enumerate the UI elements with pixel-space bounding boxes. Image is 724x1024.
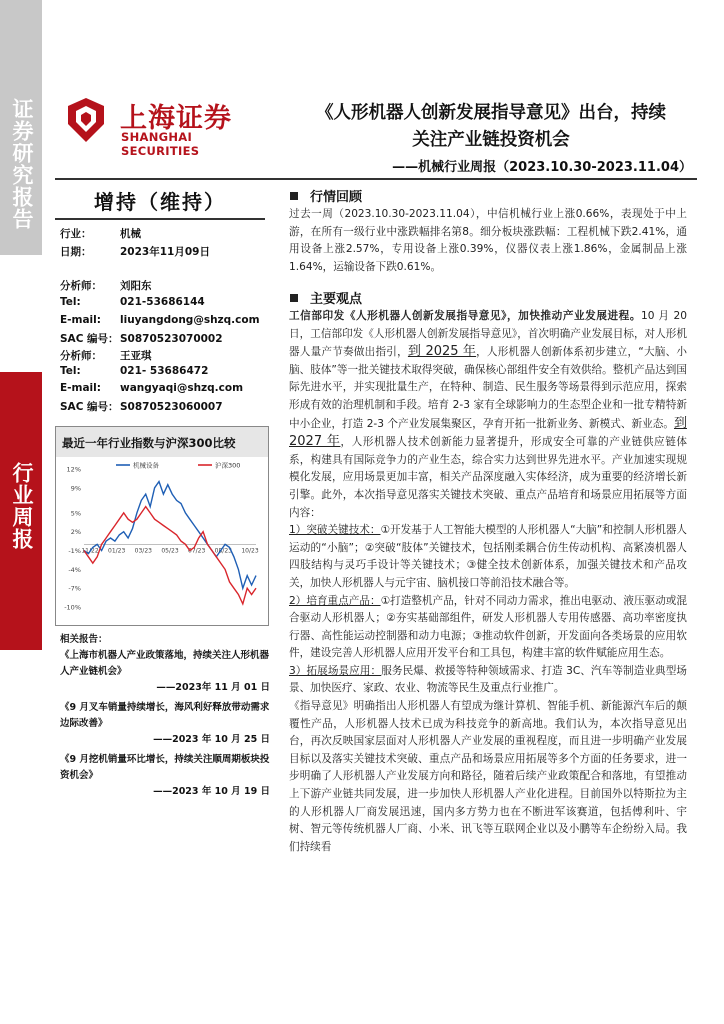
views-list-item-2: 2）培育重点产品：①打造整机产品，针对不同动力需求，推出电驱动、液压驱动或混合驱动人形机器人；②夯实基础部组件，研发人形机器人专用传感器、高功率密度执行器、高性能运动控制器和动力电源；③推动软件创新，开发面向各类场景的应用软件，建设完善人形机器人应用开发平台和工具包，构建丰富的软件赋能应用生态。: [289, 594, 687, 660]
series-line-csi300: [84, 507, 259, 604]
rating-divider: [55, 218, 265, 220]
sidebar: [0, 0, 42, 1024]
logo-mark-icon: [60, 94, 112, 146]
views-list-item-1: 1）突破关键技术：①开发基于人工智能大模型的人形机器人“大脑”和控制人形机器人运动的“小脑”；②突破“肢体”关键技术，包括刚柔耦合仿生传动机构、高紧凑机器人四肢结构与灵巧手设计等关键技术；③健全技术创新体系，加强关键技术和产品攻关，加快人形机器人与元宇宙、脑机接口等前沿技术融合等。: [289, 524, 688, 589]
x-tick-label: 01/23: [108, 547, 126, 555]
related-reports: [60, 632, 270, 804]
x-tick-label: 07/23: [188, 547, 206, 555]
info-row: SAC 编号：S0870523060007: [60, 401, 223, 413]
company-logo: [60, 94, 250, 160]
title-line-1: 《人形机器人创新发展指导意见》出台，持续: [316, 103, 666, 123]
section-views-heading: 主要观点: [290, 288, 362, 307]
x-tick-label: 05/23: [161, 547, 179, 555]
y-tick-label: 2%: [70, 528, 81, 537]
report-item: 《9 月挖机销量环比增长，持续关注顺周期板块投资机会》: [60, 754, 270, 781]
legend-label: 机械设备: [133, 461, 159, 470]
info-row: 日期： 2023年11月09日: [60, 246, 210, 258]
square-bullet-icon: [290, 192, 298, 200]
views-paragraph-2: 《指导意见》明确指出人形机器人有望成为继计算机、智能手机、新能源汽车后的颠覆性产品，人形机器人技术已成为科技竞争的新高地。我们认为，本次指导意见出台，再次反映国家层面对人形机器人产业发展的重视程度，而且进一步明确产业发展目标以及落实关键技术突破、重点产品和场景应用拓展等多个方面的任务要求，进一步明确了人形机器人产业发展方向和路径，随着后续产业政策配合和落地，有望推动上下游产业链共同发展，进一步加快人形机器人产业化进程。目前国外以特斯拉为主的人形机器人厂商发展迅速，国内多方势力也在不断进军该赛道，包括傅利叶、宇树、智元等传统机器人厂商、小米、讯飞等互联网企业以及小鹏等车企纷纷入局。我们持续看: [289, 700, 687, 853]
y-tick-label: -1%: [68, 547, 81, 556]
legend-label: 沪深300: [215, 461, 241, 470]
y-tick-label: 9%: [70, 484, 81, 493]
x-tick-label: 11/22: [81, 547, 99, 555]
report-item: 《9 月叉车销量持续增长，海风利好释放带动需求边际改善》: [60, 702, 270, 729]
x-tick-label: 08/23: [214, 547, 232, 555]
report-item: 《上海市机器人产业政策落地，持续关注人形机器人产业链机会》: [60, 650, 270, 677]
review-paragraph: 过去一周（2023.10.30-2023.11.04），中信机械行业上涨0.66%，表现处于中上游，在所有一级行业中涨跌幅排名第8。细分板块涨跌幅：工程机械下跌2.41%，通用设备上涨2.57%，专用设备上涨0.39%，仪器仪表上涨1.86%，金属制品上涨1.64%，运输设备下跌0.61%。: [289, 208, 687, 273]
index-comparison-chart: [55, 426, 269, 626]
views-body: [289, 308, 687, 856]
series-line-machinery: [84, 482, 259, 589]
x-tick-label: 03/23: [134, 547, 152, 555]
rating: 增持（维持）: [94, 190, 226, 214]
title-line-2: 关注产业链投资机会: [412, 130, 570, 150]
y-tick-label: -4%: [68, 565, 81, 574]
y-tick-label: 12%: [66, 465, 81, 474]
logo-cn-text: 上海证券: [120, 103, 232, 134]
y-tick-label: -7%: [68, 584, 81, 593]
report-date: ——2023 年 10 月 19 日: [153, 786, 270, 797]
info-row: SAC 编号：S0870523070002: [60, 333, 223, 345]
info-row: Tel: 021- 53686472: [60, 365, 209, 377]
info-row: E-mail: liuyangdong@shzq.com: [60, 314, 260, 326]
chart-plot: [56, 457, 268, 625]
report-date: ——2023年 11 月 01 日: [156, 682, 270, 693]
report-date: ——2023 年 10 月 25 日: [153, 734, 270, 745]
y-tick-label: -10%: [64, 603, 81, 612]
reports-title: 相关报告：: [60, 634, 108, 645]
views-paragraph-1: 工信部印发《人形机器人创新发展指导意见》，加快推动产业发展进程。10 月 20 日，工信部印发《人形机器人创新发展指导意见》，首次明确产业发展目标，对人形机器人量产节奏做出指引，到 2025 年，人形机器人创新体系初步建立，“大脑、小脑、肢体”等一批关键技术取得突破，确保核心部组件安全有效供给。整机产品达到国际先进水平，并实现批量生产，在特种、制造、民生服务等场景得到示范应用，探索形成有效的治理机制和手段。培育 2-3 家有全球影响力的生态型企业和一批专精特新中小企业，打造 2-3 个产业发展集聚区，孕育开拓一批新业务、新模式、新业态。到 2027 年，人形机器人技术创新能力显著提升，形成安全可靠的产业链供应链体系，构建具有国际竞争力的产业生态，综合实力达到世界先进水平。产业加速实现规模化发展，应用场景更加丰富，相关产品深度融入实体经济，成为重要的经济增长新引擎。此外，本次指导意见落实关键技术突破、重点产品培育和场景应用拓展等方面内容：: [289, 310, 688, 519]
x-tick-label: 10/23: [241, 547, 259, 555]
section-review-heading: 行情回顾: [290, 186, 362, 205]
square-bullet-icon: [290, 294, 298, 302]
info-row: E-mail: wangyaqi@shzq.com: [60, 382, 244, 394]
sidebar-report-type: 证券研究报告: [10, 98, 34, 230]
info-row: 行业： 机械: [60, 228, 141, 240]
views-list-item-3: 3）拓展场景应用：服务民爆、救援等特种领域需求、打造 3C、汽车等制造业典型场景、加快医疗、家政、农业、物流等民生及重点行业推广。: [289, 664, 687, 695]
report-subtitle: ——机械行业周报（2023.10.30-2023.11.04）: [392, 160, 692, 175]
report-title: [290, 100, 692, 154]
y-tick-label: 5%: [70, 509, 81, 518]
info-row: Tel: 021-53686144: [60, 296, 205, 308]
info-row: 分析师： 刘阳东: [60, 280, 152, 292]
header-divider: [55, 178, 697, 180]
chart-title: 最近一年行业指数与沪深300比较: [56, 427, 268, 457]
logo-en-text: SHANGHAI SECURITIES: [121, 130, 200, 158]
info-row: 分析师： 王亚琪: [60, 350, 152, 362]
sidebar-category: 行业周报: [10, 462, 34, 550]
